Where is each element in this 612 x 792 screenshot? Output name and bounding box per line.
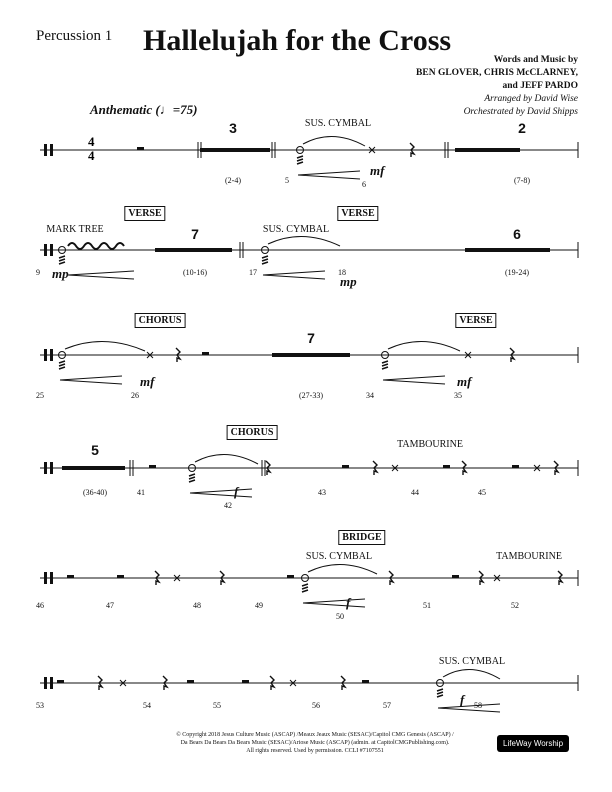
multirest-count: 3 [229, 120, 237, 136]
percussion-clef [44, 572, 47, 584]
multirest-count: 7 [307, 330, 315, 346]
measure-number: 55 [213, 701, 221, 710]
dynamic: mf [370, 163, 385, 178]
instrument-label: TAMBOURINE [397, 439, 463, 450]
multirest-bar [200, 148, 270, 152]
rehearsal-mark-verse: VERSE [124, 206, 165, 221]
multirest-bar [465, 248, 550, 252]
percussion-clef [50, 462, 53, 474]
credit-line: Words and Music by [493, 55, 578, 65]
percussion-clef [50, 144, 53, 156]
measure-number: 5 [285, 176, 289, 185]
half-rest [242, 680, 249, 683]
half-rest [342, 465, 349, 468]
measure-number: 49 [255, 601, 263, 610]
measure-number: 35 [454, 391, 462, 400]
measure-number: 26 [131, 391, 139, 400]
measure-number: 50 [336, 612, 344, 621]
percussion-clef [44, 462, 47, 474]
measure-number: 53 [36, 701, 44, 710]
dynamic: f [346, 595, 351, 610]
multirest-range: (19-24) [505, 268, 529, 277]
credit-line: BEN GLOVER, CHRIS McCLARNEY, [416, 68, 578, 78]
copyright-line: All rights reserved. Used by permission. CCLI #7107551 [246, 748, 384, 754]
rehearsal-mark-verse: VERSE [455, 313, 496, 328]
crescendo-hairpin [68, 271, 134, 279]
measure-number: 52 [511, 601, 519, 610]
credit-line: and JEFF PARDO [502, 81, 578, 91]
tremolo-icon [189, 474, 195, 482]
multirest-range: (36-40) [83, 488, 107, 497]
tie [303, 136, 365, 146]
tie [388, 341, 460, 351]
half-rest [117, 575, 124, 578]
half-rest [443, 465, 450, 468]
copyright-line: Da Bears Da Bears Da Bears Music (SESAC)/Ariose Music (ASCAP) (admin. at CapitolCMGPublishing.com). [180, 740, 450, 746]
measure-number: 48 [193, 601, 201, 610]
dynamic: mp [340, 274, 357, 289]
measure-number: 34 [366, 391, 374, 400]
crescendo-hairpin [438, 704, 500, 712]
crescendo-hairpin [298, 171, 360, 179]
tremolo-icon [302, 584, 308, 592]
half-rest [452, 575, 459, 578]
credit-line: Arranged by David Wise [484, 94, 578, 104]
half-rest [137, 147, 144, 150]
crescendo-hairpin [190, 489, 252, 497]
tremolo-icon [262, 256, 268, 264]
percussion-clef [44, 244, 47, 256]
half-rest [512, 465, 519, 468]
rehearsal-mark-chorus: CHORUS [227, 425, 278, 440]
dynamic: mp [52, 266, 69, 281]
tie [268, 236, 340, 246]
tremolo-icon [59, 361, 65, 369]
measure-number: 41 [137, 488, 145, 497]
time-signature-bottom: 4 [88, 148, 95, 163]
tie [443, 669, 500, 679]
tempo-marking: Anthematic (♩=75) [90, 102, 198, 117]
measure-number: 18 [338, 268, 346, 277]
percussion-clef [44, 677, 47, 689]
multirest-range: (2-4) [225, 176, 241, 185]
measure-number: 9 [36, 268, 40, 277]
publisher-logo: LifeWay Worship [497, 735, 569, 752]
instrument-label: SUS. CYMBAL [305, 551, 373, 562]
multirest-bar [62, 466, 125, 470]
tie [195, 454, 258, 464]
measure-number: 46 [36, 601, 44, 610]
measure-number: 57 [383, 701, 391, 710]
tremolo-icon [437, 689, 443, 697]
measure-number: 44 [411, 488, 419, 497]
rehearsal-mark-chorus: CHORUS [135, 313, 186, 328]
tremolo-icon [297, 156, 303, 164]
measure-number: 6 [362, 180, 366, 189]
crescendo-hairpin [60, 376, 122, 384]
half-rest [202, 352, 209, 355]
rehearsal-mark-bridge: BRIDGE [338, 530, 385, 545]
half-rest [287, 575, 294, 578]
multirest-bar [455, 148, 520, 152]
crescendo-hairpin [303, 599, 365, 607]
tremolo-icon [59, 256, 65, 264]
time-signature-top: 4 [88, 134, 95, 149]
measure-number: 43 [318, 488, 326, 497]
percussion-clef [44, 144, 47, 156]
part-name: Percussion 1 [36, 28, 113, 44]
instrument-label: SUS. CYMBAL [262, 224, 330, 235]
dynamic: mf [457, 374, 472, 389]
multirest-bar [155, 248, 232, 252]
rehearsal-mark-verse: VERSE [337, 206, 378, 221]
trill-line [68, 243, 124, 249]
multirest-range: (27-33) [299, 391, 323, 400]
song-title: Hallelujah for the Cross [143, 24, 452, 57]
half-rest [67, 575, 74, 578]
instrument-label: SUS. CYMBAL [438, 656, 506, 667]
measure-number: 17 [249, 268, 257, 277]
measure-number: 58 [474, 701, 482, 710]
instrument-label: SUS. CYMBAL [304, 118, 372, 129]
half-rest [149, 465, 156, 468]
measure-number: 51 [423, 601, 431, 610]
percussion-clef [50, 349, 53, 361]
measure-number: 54 [143, 701, 151, 710]
percussion-clef [50, 677, 53, 689]
half-rest [187, 680, 194, 683]
half-rest [362, 680, 369, 683]
credits [416, 54, 578, 119]
crescendo-hairpin [383, 376, 445, 384]
copyright-line: © Copyright 2018 Jesus Culture Music (ASCAP) /Meaux Jeaux Music (SESAC)/Capitol CMG Genesis (ASCAP) / [176, 732, 454, 738]
measure-number: 25 [36, 391, 44, 400]
multirest-range: (7-8) [514, 176, 530, 185]
crescendo-hairpin [263, 271, 325, 279]
dynamic: mf [140, 374, 155, 389]
measure-number: 45 [478, 488, 486, 497]
multirest-bar [272, 353, 350, 357]
percussion-clef [50, 572, 53, 584]
measure-number: 42 [224, 501, 232, 510]
credit-line: Orchestrated by David Shipps [463, 107, 578, 117]
measure-number: 47 [106, 601, 114, 610]
tie [308, 564, 377, 574]
dynamic: f [234, 484, 239, 499]
percussion-clef [44, 349, 47, 361]
multirest-range: (10-16) [183, 268, 207, 277]
instrument-label: TAMBOURINE [496, 551, 562, 562]
measure-number: 56 [312, 701, 320, 710]
instrument-label: MARK TREE [46, 224, 104, 235]
percussion-clef [50, 244, 53, 256]
copyright [130, 731, 500, 755]
multirest-count: 2 [518, 120, 526, 136]
dynamic: f [460, 692, 465, 707]
multirest-count: 5 [91, 442, 99, 458]
half-rest [57, 680, 64, 683]
tie [65, 341, 145, 351]
tremolo-icon [382, 361, 388, 369]
multirest-count: 7 [191, 226, 199, 242]
multirest-count: 6 [513, 226, 521, 242]
